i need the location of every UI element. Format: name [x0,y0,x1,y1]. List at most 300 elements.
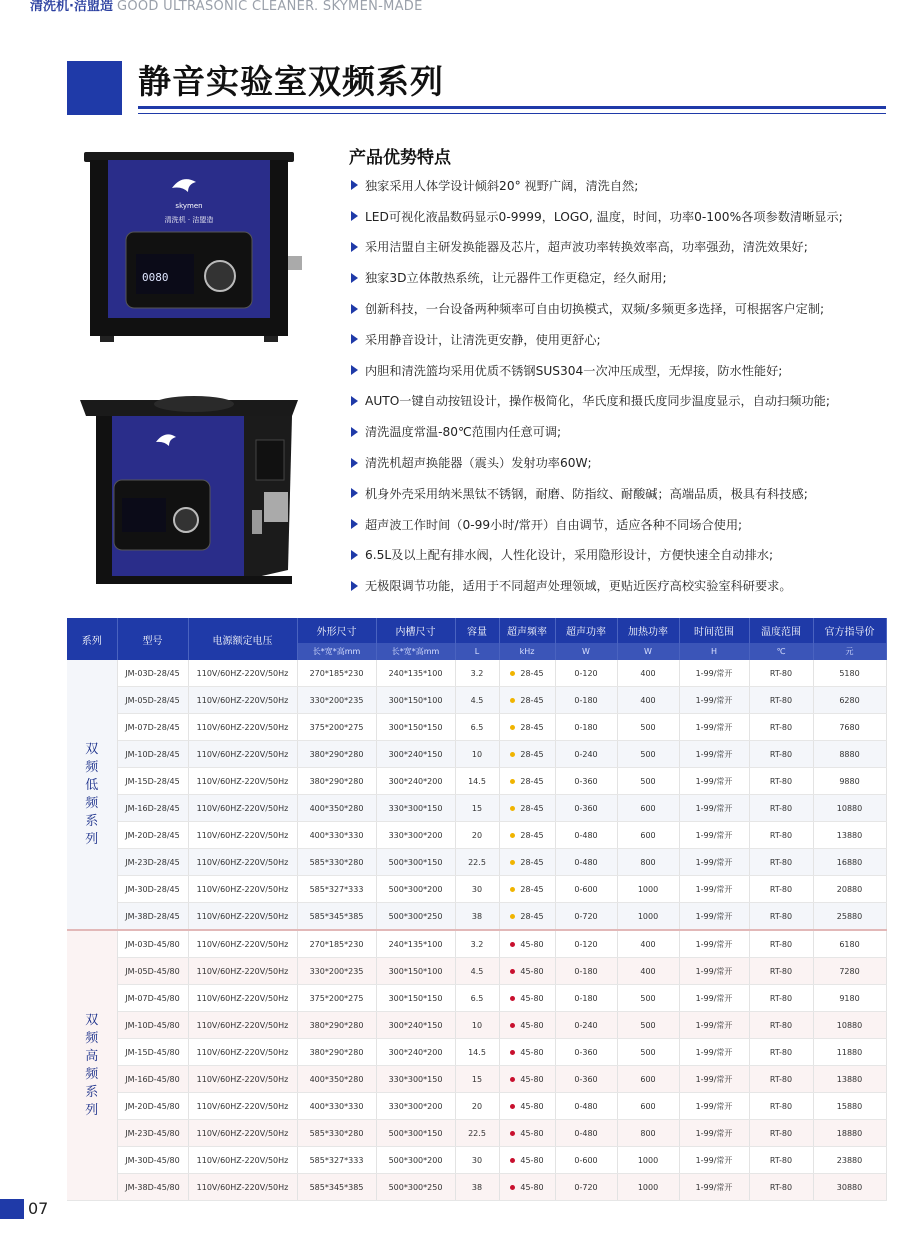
cell-value: 7280 [839,966,860,976]
cell-value: 20880 [836,884,863,894]
page-number-block [0,1199,24,1219]
cell-value: RT-80 [769,939,793,949]
table-cell [813,741,886,768]
feature-item: 采用静音设计，让清洗更安静，使用更舒心; [351,324,891,355]
cell-value: 10880 [836,1020,863,1030]
table-cell [455,903,499,931]
col-header: 温度范围 [749,618,813,643]
table-cell [188,1174,297,1201]
cell-value: 9180 [839,993,860,1003]
cell-value: 1-99/常开 [695,939,733,949]
cell-value: 1-99/常开 [695,1128,733,1138]
cell-value: 0-360 [574,1047,598,1057]
cell-value: 585*327*333 [309,884,364,894]
cell-value: 585*330*280 [309,857,364,867]
title-underline [138,106,886,109]
cell-value: 0-480 [574,857,598,867]
table-row [67,903,886,931]
table-cell [117,1012,188,1039]
table-cell [297,1147,376,1174]
col-header: 官方指导价 [813,618,886,643]
table-cell [188,795,297,822]
table-cell [188,958,297,985]
cell-value: 28-45 [520,776,544,786]
table-cell [499,768,555,795]
table-cell [455,1174,499,1201]
cell-value: JM-10D-45/80 [125,1020,180,1030]
table-cell [499,1039,555,1066]
cell-value: RT-80 [769,966,793,976]
cell-value: 1-99/常开 [695,1074,733,1084]
table-cell [499,1147,555,1174]
cell-value: 25880 [836,911,863,921]
feature-item: AUTO一键自动按钮设计，操作极简化，华氏度和摄氏度同步温度显示，自动扫频功能; [351,386,891,417]
cell-value: 330*300*150 [388,803,443,813]
table-cell [749,985,813,1012]
table-row [67,1093,886,1120]
table-cell [555,1174,617,1201]
cell-value: 4.5 [470,966,484,976]
cell-value: RT-80 [769,1182,793,1192]
cell-value: 110V/60HZ-220V/50Hz [196,884,289,894]
feature-item: 清洗机超声换能器（震头）发射功率60W; [351,447,891,478]
cell-value: 300*240*200 [388,1047,443,1057]
cell-value: 375*200*275 [309,993,364,1003]
table-cell [749,1066,813,1093]
series-char: 频 [85,759,99,775]
table-cell [376,1039,455,1066]
frequency-dot-icon [510,698,515,703]
table-cell [117,687,188,714]
table-cell [499,1066,555,1093]
cell-value: 600 [640,830,656,840]
cell-value: 110V/60HZ-220V/50Hz [196,749,289,759]
table-cell [499,741,555,768]
table-cell [749,795,813,822]
table-cell [188,985,297,1012]
table-cell [499,849,555,876]
cell-value: 18880 [836,1128,863,1138]
cell-value: 800 [640,857,656,867]
table-cell [376,958,455,985]
table-cell [679,1066,749,1093]
frequency-dot-icon [510,806,515,811]
table-cell [617,930,679,958]
cell-value: 45-80 [520,993,544,1003]
cell-value: RT-80 [769,668,793,678]
table-cell [617,714,679,741]
table-cell [376,985,455,1012]
brand-cn: 清洗机·洁盟造 [30,0,113,14]
table-row [67,768,886,795]
frequency-dot-icon [510,1131,515,1136]
unit-header: 长*宽*高mm [376,643,455,660]
table-row [67,1066,886,1093]
cell-value: 1-99/常开 [695,884,733,894]
frequency-dot-icon [510,833,515,838]
triangle-bullet-icon [351,273,358,283]
feature-item: 机身外壳采用纳米黑钛不锈钢，耐磨、防指纹、耐酸碱；高端品质，极具有科技感; [351,478,891,509]
cell-value: RT-80 [769,749,793,759]
table-cell [555,1147,617,1174]
cell-value: 110V/60HZ-220V/50Hz [196,1101,289,1111]
cell-value: 45-80 [520,1155,544,1165]
cell-value: 300*150*150 [388,993,443,1003]
title-accent-block [67,61,122,115]
cell-value: 500 [640,749,656,759]
cell-value: 16880 [836,857,863,867]
page-title: 静音实验室双频系列 [138,62,444,101]
feature-item: 采用洁盟自主研发换能器及芯片，超声波功率转换效率高，功率强劲，清洗效果好; [351,232,891,263]
table-cell [749,1147,813,1174]
cell-value: 1-99/常开 [695,695,733,705]
cell-value: 110V/60HZ-220V/50Hz [196,803,289,813]
table-cell [679,660,749,687]
table-cell [188,822,297,849]
table-cell [555,660,617,687]
table-cell [679,958,749,985]
title-underline-thin [138,113,886,114]
table-cell [813,687,886,714]
table-cell [555,687,617,714]
cell-value: 1-99/常开 [695,668,733,678]
cell-value: 22.5 [468,857,486,867]
cell-value: 110V/60HZ-220V/50Hz [196,911,289,921]
frequency-dot-icon [510,996,515,1001]
table-cell [749,741,813,768]
table-row [67,660,886,687]
table-cell [499,876,555,903]
triangle-bullet-icon [351,304,358,314]
table-cell [617,795,679,822]
table-cell [499,903,555,931]
table-cell [499,1120,555,1147]
series-char: 频 [85,795,99,811]
table-cell [117,1147,188,1174]
unit-header: W [617,643,679,660]
table-cell [455,1039,499,1066]
cell-value: 0-480 [574,1128,598,1138]
cell-value: RT-80 [769,911,793,921]
cell-value: 500 [640,1047,656,1057]
cell-value: 110V/60HZ-220V/50Hz [196,1155,289,1165]
cell-value: 5180 [839,668,860,678]
features-title: 产品优势特点 [349,148,451,168]
table-cell [188,1120,297,1147]
table-cell [297,822,376,849]
cell-value: 0-180 [574,966,598,976]
cell-value: 15 [471,803,483,813]
table-cell [679,930,749,958]
table-cell [813,958,886,985]
cell-value: 1-99/常开 [695,749,733,759]
cell-value: RT-80 [769,695,793,705]
col-header: 外形尺寸 [297,618,376,643]
table-cell [813,1174,886,1201]
product-label-text: 清洗机 · 洁盟造 [164,216,214,224]
cell-value: 500 [640,1020,656,1030]
triangle-bullet-icon [351,427,358,437]
cell-value: 45-80 [520,1128,544,1138]
cell-value: JM-16D-28/45 [125,803,180,813]
unit-header: ℃ [749,643,813,660]
unit-header: W [555,643,617,660]
cell-value: JM-16D-45/80 [125,1074,180,1084]
table-cell [555,985,617,1012]
feature-item: 内胆和清洗篮均采用优质不锈钢SUS304一次冲压成型，无焊接，防水性能好; [351,355,891,386]
cell-value: RT-80 [769,722,793,732]
frequency-dot-icon [510,1104,515,1109]
cell-value: 500*300*150 [388,1128,443,1138]
table-cell [749,768,813,795]
table-cell [188,660,297,687]
cell-value: 400*350*280 [309,1074,364,1084]
cell-value: JM-38D-28/45 [125,911,180,921]
cell-value: 30 [471,884,483,894]
table-cell [749,958,813,985]
cell-value: 45-80 [520,966,544,976]
table-cell [679,1093,749,1120]
unit-header: H [679,643,749,660]
table-row [67,958,886,985]
table-cell [813,985,886,1012]
table-cell [617,985,679,1012]
table-row [67,687,886,714]
table-cell [749,876,813,903]
cell-value: 0-240 [574,1020,598,1030]
page-number: 07 [28,1199,49,1218]
col-header: 超声频率 [499,618,555,643]
triangle-bullet-icon [351,334,358,344]
triangle-bullet-icon [351,211,358,221]
cell-value: 22.5 [468,1128,486,1138]
table-cell [555,822,617,849]
frequency-dot-icon [510,860,515,865]
frequency-dot-icon [510,725,515,730]
cell-value: 38 [471,911,483,921]
cell-value: 0-720 [574,911,598,921]
triangle-bullet-icon [351,581,358,591]
triangle-bullet-icon [351,365,358,375]
table-cell [617,660,679,687]
table-cell [117,849,188,876]
series-char: 双 [85,741,99,757]
cell-value: 0-720 [574,1182,598,1192]
table-cell [679,768,749,795]
cell-value: JM-30D-28/45 [125,884,180,894]
table-cell [679,1120,749,1147]
table-cell [617,1039,679,1066]
triangle-bullet-icon [351,550,358,560]
cell-value: 110V/60HZ-220V/50Hz [196,993,289,1003]
cell-value: 6280 [839,695,860,705]
table-cell [117,1066,188,1093]
cell-value: 14.5 [468,1047,486,1057]
cell-value: 375*200*275 [309,722,364,732]
table-cell [499,1093,555,1120]
table-cell [188,768,297,795]
col-header: 电源额定电压 [188,618,297,660]
table-cell [188,1012,297,1039]
table-cell [499,822,555,849]
cell-value: JM-23D-28/45 [125,857,180,867]
table-cell [297,768,376,795]
cell-value: 1-99/常开 [695,776,733,786]
table-cell [555,1093,617,1120]
frequency-dot-icon [510,671,515,676]
cell-value: RT-80 [769,1155,793,1165]
cell-value: 15 [471,1074,483,1084]
table-cell [749,1093,813,1120]
table-cell [455,930,499,958]
cell-value: 1000 [637,884,659,894]
table-cell [297,985,376,1012]
series-char: 双 [85,1012,99,1028]
features-list [351,170,891,601]
series-group-label [67,660,117,930]
cell-value: 3.2 [470,668,484,678]
cell-value: 0-180 [574,695,598,705]
table-cell [749,849,813,876]
product-image-angled [76,380,308,590]
table-cell [749,903,813,931]
table-cell [679,1012,749,1039]
table-cell [117,930,188,958]
cell-value: 28-45 [520,722,544,732]
table-cell [297,1012,376,1039]
feature-item: 6.5L及以上配有排水阀，人性化设计，采用隐形设计，方便快速全自动排水; [351,540,891,571]
col-header: 加热功率 [617,618,679,643]
table-cell [297,930,376,958]
table-cell [749,687,813,714]
cell-value: 1-99/常开 [695,1020,733,1030]
cell-value: JM-03D-45/80 [125,939,180,949]
cell-value: 110V/60HZ-220V/50Hz [196,830,289,840]
table-cell [555,958,617,985]
table-cell [376,1147,455,1174]
triangle-bullet-icon [351,242,358,252]
cell-value: 6.5 [470,993,484,1003]
cell-value: 13880 [836,1074,863,1084]
table-cell [188,930,297,958]
table-row [67,795,886,822]
cell-value: RT-80 [769,1020,793,1030]
cell-value: RT-80 [769,993,793,1003]
table-cell [117,903,188,931]
table-cell [555,1012,617,1039]
cell-value: 380*290*280 [309,1020,364,1030]
cell-value: 9880 [839,776,860,786]
col-header: 内槽尺寸 [376,618,455,643]
cell-value: 1-99/常开 [695,1182,733,1192]
cell-value: 28-45 [520,695,544,705]
table-cell [117,958,188,985]
frequency-dot-icon [510,1023,515,1028]
table-cell [455,1093,499,1120]
table-cell [455,741,499,768]
table-cell [679,1039,749,1066]
table-cell [297,958,376,985]
table-cell [555,1120,617,1147]
cell-value: 110V/60HZ-220V/50Hz [196,939,289,949]
cell-value: 110V/60HZ-220V/50Hz [196,695,289,705]
cell-value: 14.5 [468,776,486,786]
table-cell [297,687,376,714]
frequency-dot-icon [510,1158,515,1163]
table-cell [455,1066,499,1093]
cell-value: JM-15D-45/80 [125,1047,180,1057]
cell-value: 0-360 [574,1074,598,1084]
cell-value: 28-45 [520,749,544,759]
table-cell [376,1066,455,1093]
cell-value: 0-180 [574,993,598,1003]
table-cell [376,687,455,714]
table-cell [117,795,188,822]
table-cell [813,1012,886,1039]
table-cell [376,822,455,849]
cell-value: 8880 [839,749,860,759]
cell-value: 300*240*200 [388,776,443,786]
cell-value: JM-07D-28/45 [125,722,180,732]
feature-item: 创新科技，一台设备两种频率可自由切换模式，双频/多频更多选择，可根据客户定制; [351,293,891,324]
cell-value: 400*330*330 [309,1101,364,1111]
table-cell [617,1120,679,1147]
table-cell [117,1174,188,1201]
table-cell [117,1093,188,1120]
triangle-bullet-icon [351,519,358,529]
table-cell [555,795,617,822]
feature-item: 独家3D立体散热系统，让元器件工作更稳定，经久耐用; [351,262,891,293]
cell-value: 0-480 [574,830,598,840]
cell-value: 30880 [836,1182,863,1192]
cell-value: 500 [640,776,656,786]
cell-value: 1000 [637,1182,659,1192]
cell-value: 400 [640,668,656,678]
table-cell [813,795,886,822]
series-char: 频 [85,1066,99,1082]
cell-value: 400 [640,939,656,949]
cell-value: JM-05D-45/80 [125,966,180,976]
cell-value: RT-80 [769,1047,793,1057]
table-cell [117,1039,188,1066]
cell-value: JM-10D-28/45 [125,749,180,759]
cell-value: RT-80 [769,803,793,813]
cell-value: JM-23D-45/80 [125,1128,180,1138]
cell-value: 4.5 [470,695,484,705]
cell-value: 240*135*100 [388,939,443,949]
table-cell [376,1093,455,1120]
series-char: 列 [85,831,99,847]
table-row [67,930,886,958]
frequency-dot-icon [510,887,515,892]
table-cell [376,1012,455,1039]
cell-value: 300*240*150 [388,749,443,759]
table-cell [297,1066,376,1093]
table-cell [376,903,455,931]
cell-value: 0-360 [574,776,598,786]
cell-value: 110V/60HZ-220V/50Hz [196,857,289,867]
cell-value: 500*300*150 [388,857,443,867]
series-char: 高 [85,1048,99,1064]
cell-value: 28-45 [520,830,544,840]
cell-value: 400*330*330 [309,830,364,840]
table-cell [555,876,617,903]
table-cell [455,876,499,903]
table-cell [617,903,679,931]
table-cell [617,958,679,985]
table-cell [455,714,499,741]
table-cell [617,876,679,903]
